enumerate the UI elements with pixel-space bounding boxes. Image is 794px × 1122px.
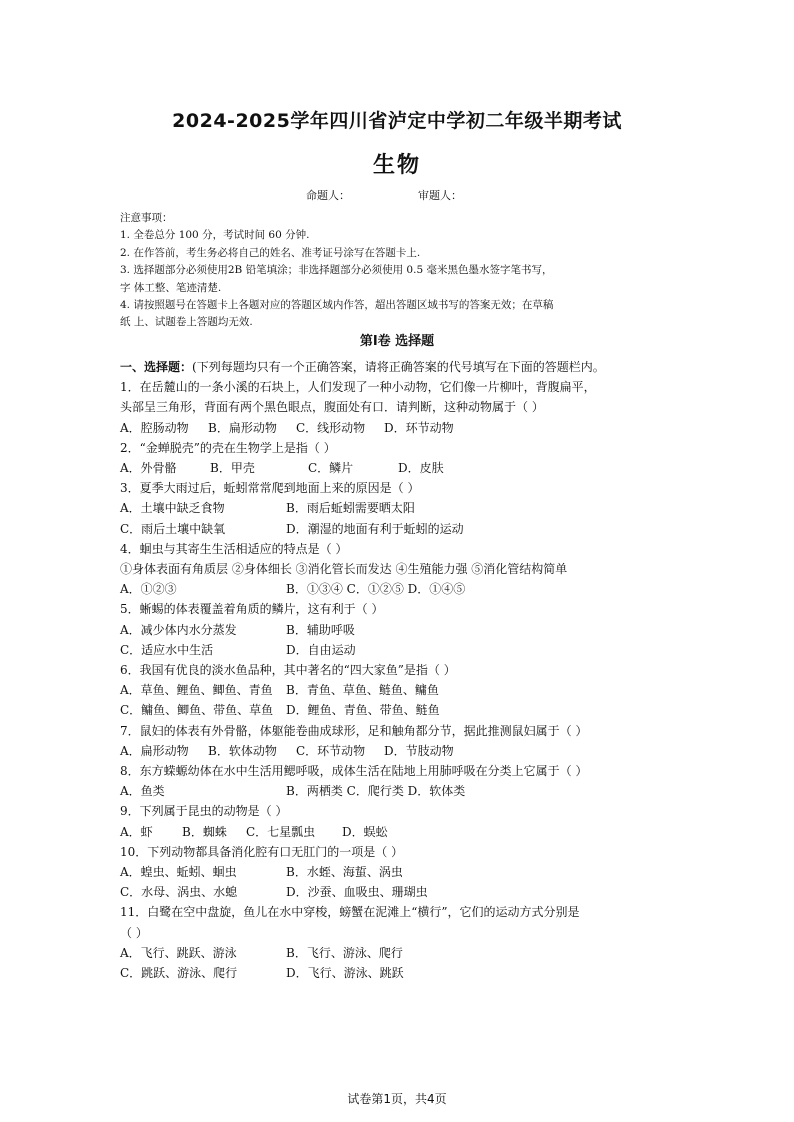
question-1-options	[120, 418, 680, 438]
question-11-stem: 11．白鹭在空中盘旋，鱼儿在水中穿梭，螃蟹在泥滩上“横行”，它们的运动方式分别是	[120, 905, 580, 920]
question-9-options	[120, 822, 680, 842]
section-heading-text: (下列每题均只有一个正确答案，请将正确答案的代号填写在下面的答题栏内。	[192, 360, 605, 374]
question-2-stem: 2．“金蝉脱壳”的壳在生物学上是指（ ）	[120, 440, 336, 455]
option-B-label[interactable]: B．软体动物	[208, 743, 277, 758]
option-B-label[interactable]: D．自由运动	[286, 642, 356, 657]
setter-label: 命题人：	[306, 189, 350, 202]
option-C-label[interactable]: C．环节动物	[296, 743, 366, 758]
option-D-label[interactable]: D．皮肤	[398, 461, 444, 476]
question-1-stem: 1．在岳麓山的一条小溪的石块上，人们发现了一种小动物，它们像一片柳叶，背腹扁平，	[120, 380, 596, 395]
option-B-label[interactable]: B．扁形动物	[208, 420, 277, 435]
page-footer: 试卷第1页，共4页	[347, 1092, 447, 1106]
question-10-stem: 10．下列动物都具备消化腔有口无肛门的一项是（ ）	[120, 844, 404, 859]
question-7-stem: 7．鼠妇的体表有外骨骼，体躯能卷曲成球形，足和触角都分节，据此推测鼠妇属于（ ）	[120, 723, 588, 738]
question-6-stem: 6．我国有优良的淡水鱼品种，其中著名的“四大家鱼”是指（ ）	[120, 663, 456, 678]
question-6-options	[120, 680, 680, 700]
option-A-label[interactable]: A．飞行、跳跃、游泳	[120, 945, 237, 960]
question-1-stem: 头部呈三角形，背面有两个黑色眼点，腹面处有口．请判断，这种动物属于（ ）	[120, 400, 544, 415]
notes-block	[120, 210, 680, 332]
question-8-stem: 8．东方蝾螈幼体在水中生活用鳃呼吸，成体生活在陆地上用肺呼吸在分类上它属于（ ）	[120, 764, 588, 779]
option-A-label[interactable]: A．①②③	[120, 582, 177, 597]
option-A-label[interactable]: C．适应水中生活	[120, 642, 214, 657]
option-B-label[interactable]: B．两栖类 C．爬行类 D．软体类	[286, 784, 466, 799]
option-A-label[interactable]: A．土壤中缺乏食物	[120, 501, 225, 516]
option-A-label[interactable]: C．水母、涡虫、水螅	[120, 885, 238, 900]
notes-heading: 注意事项：	[120, 212, 173, 224]
option-B-label[interactable]: B．飞行、游泳、爬行	[286, 945, 403, 960]
option-A-label[interactable]: C．雨后土壤中缺氧	[120, 521, 226, 536]
option-C-label[interactable]: C．七星瓢虫	[246, 824, 316, 839]
question-7-options	[120, 741, 680, 761]
question-11-stem: （ ）	[120, 925, 148, 940]
option-A-label[interactable]: A．减少体内水分蒸发	[120, 622, 237, 637]
question-11-options	[120, 963, 680, 983]
note-line: 2. 在作答前，考生务必将自己的姓名、准考证号涂写在答题卡上.	[120, 246, 421, 259]
option-B-label[interactable]: B．甲壳	[210, 461, 255, 476]
question-3-options	[120, 519, 680, 539]
option-B-label[interactable]: B．水蛭、海蜇、涡虫	[286, 865, 403, 880]
question-10-options	[120, 862, 680, 882]
question-3-stem: 3．夏季大雨过后，蚯蚓常常爬到地面上来的原因是（ ）	[120, 481, 420, 496]
subject-title: 生物	[372, 153, 421, 178]
question-6-options	[120, 700, 680, 720]
option-B-label[interactable]: D．沙蚕、血吸虫、珊瑚虫	[286, 885, 428, 900]
section-title: 第Ⅰ卷 选择题	[359, 334, 435, 349]
option-B-label[interactable]: B．蜘蛛	[182, 824, 227, 839]
note-line: 3. 选择题部分必须使用2B 铅笔填涂；非选择题部分必须使用 0.5 毫米黑色墨水签字笔书写，	[120, 264, 553, 277]
option-A-label[interactable]: A．虾	[120, 824, 153, 839]
option-A-label[interactable]: A．鱼类	[120, 784, 165, 799]
option-B-label[interactable]: B．青鱼、草鱼、鲢鱼、鳙鱼	[286, 683, 439, 698]
question-5-stem: 5．蜥蜴的体表覆盖着角质的鳞片，这有利于（ ）	[120, 602, 384, 617]
note-line: 4. 请按照题号在答题卡上各题对应的答题区域内作答，超出答题区域书写的答案无效；在草稿	[120, 299, 554, 312]
option-B-label[interactable]: D．潮湿的地面有利于蚯蚓的运动	[286, 521, 464, 536]
option-C-label[interactable]: C．线形动物	[296, 420, 366, 435]
exam-title: 2024-2025学年四川省泸定中学初二年级半期考试	[172, 110, 622, 132]
section-heading-label: 一、选择题：	[120, 360, 193, 374]
option-A-label[interactable]: A．草鱼、鲤鱼、鲫鱼、青鱼	[120, 683, 273, 698]
option-A-label[interactable]: A．扁形动物	[120, 743, 189, 758]
option-A-label[interactable]: A．腔肠动物	[120, 420, 189, 435]
option-A-label[interactable]: C．跳跃、游泳、爬行	[120, 966, 238, 981]
option-B-label[interactable]: D．鲤鱼、青鱼、带鱼、鲢鱼	[286, 703, 440, 718]
question-5-options	[120, 640, 680, 660]
note-line: 纸 上、试题卷上答题均无效.	[120, 316, 253, 329]
question-4-stem: 4．蛔虫与其寄生生活相适应的特点是（ ）	[120, 541, 348, 556]
reviewer-label: 审题人：	[418, 189, 462, 202]
question-4-stem: ①身体表面有角质层 ②身体细长 ③消化管长而发达 ④生殖能力强 ⑤消化管结构简单	[120, 562, 568, 577]
option-A-label[interactable]: A．外骨骼	[120, 461, 177, 476]
option-C-label[interactable]: C．鳞片	[308, 461, 354, 476]
question-4-options	[120, 579, 680, 599]
question-10-options	[120, 882, 680, 902]
question-8-options	[120, 781, 680, 801]
question-11-options	[120, 943, 680, 963]
question-5-options	[120, 620, 680, 640]
section-heading	[120, 357, 680, 377]
question-3-options	[120, 498, 680, 518]
note-line: 字 体工整、笔迹清楚.	[120, 281, 222, 294]
option-A-label[interactable]: A．蝗虫、蚯蚓、蛔虫	[120, 865, 237, 880]
note-line: 1. 全卷总分 100 分，考试时间 60 分钟.	[120, 229, 310, 242]
option-B-label[interactable]: B．①③④ C．①②⑤ D．①④⑤	[286, 582, 466, 597]
option-B-label[interactable]: B．雨后蚯蚓需要晒太阳	[286, 501, 415, 516]
question-9-stem: 9．下列属于昆虫的动物是（ ）	[120, 804, 288, 819]
option-A-label[interactable]: C．鳙鱼、鲫鱼、带鱼、草鱼	[120, 703, 274, 718]
option-B-label[interactable]: B．辅助呼吸	[286, 622, 355, 637]
option-D-label[interactable]: D．节肢动物	[384, 743, 454, 758]
question-2-options	[120, 458, 680, 478]
questions-block	[120, 357, 680, 983]
option-D-label[interactable]: D．蜈蚣	[342, 824, 388, 839]
option-B-label[interactable]: D．飞行、游泳、跳跃	[286, 966, 404, 981]
option-D-label[interactable]: D．环节动物	[384, 420, 454, 435]
